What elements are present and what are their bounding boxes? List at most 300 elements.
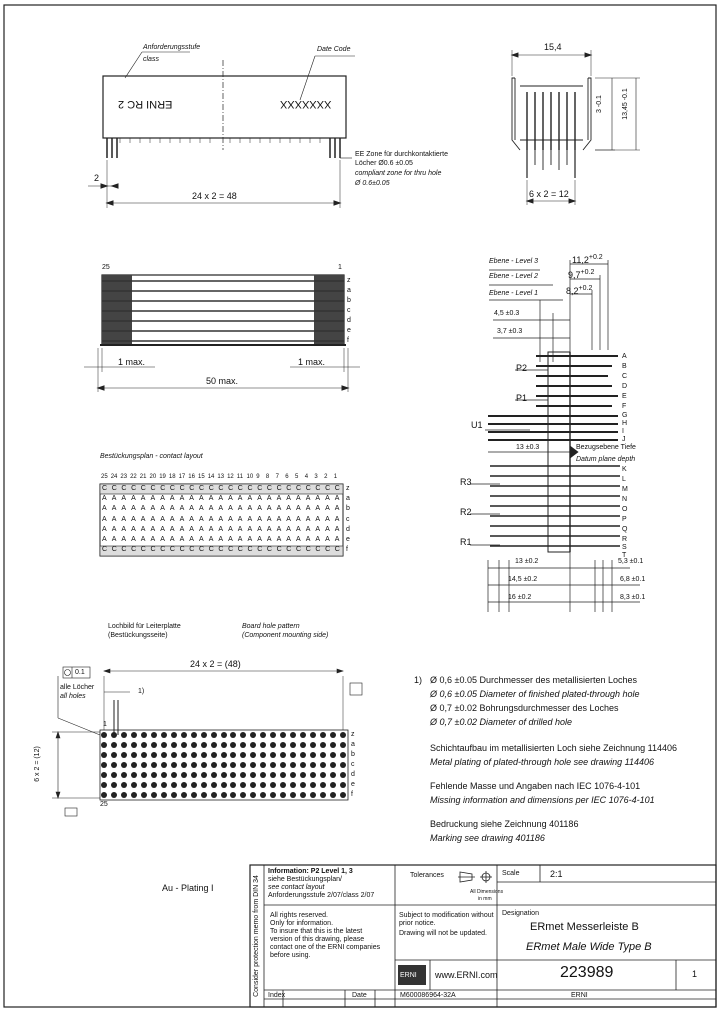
note-line: Ø 0,7 ±0.02 Bohrungsdurchmesser des Loches (430, 703, 619, 713)
contact-layout-cell: A (276, 525, 282, 533)
scale-label: Scale (502, 870, 520, 877)
hole-pin-25: 25 (100, 801, 108, 808)
contact-layout-cell: A (150, 495, 156, 503)
contact-layout-cell: A (102, 495, 107, 503)
level2-label: Ebene - Level 2 (489, 273, 539, 280)
contact-layout-cell: C (247, 485, 253, 492)
contact-layout-cell: C (111, 546, 117, 554)
contact-letter: M (622, 486, 628, 493)
contact-layout-cell: A (247, 495, 253, 503)
board-hole (111, 732, 117, 738)
contact-layout-cell: A (169, 515, 175, 523)
info-line: siehe Bestückungsplan/ (268, 876, 342, 883)
contact-letter: K (622, 466, 627, 473)
board-hole (211, 762, 217, 768)
board-hole (211, 782, 217, 788)
contact-layout-number: 8 (265, 474, 270, 480)
contact-layout-cell: A (247, 525, 253, 533)
contact-layout-cell: A (150, 505, 156, 513)
erni-logo: ERNI (400, 972, 417, 979)
contact-layout-cell: A (189, 495, 194, 503)
contact-layout-cell: A (237, 536, 243, 543)
missing-note-de: Fehlende Masse und Angaben nach IEC 1076-4-101 (430, 781, 641, 791)
board-hole (201, 772, 207, 778)
contact-letter: T (622, 552, 627, 559)
board-hole (151, 752, 157, 758)
contact-layout-cell: A (169, 505, 175, 513)
board-hole (221, 792, 227, 798)
name-en: ERmet Male Wide Type B (526, 941, 652, 953)
board-hole (171, 782, 177, 788)
scale-value: 2:1 (550, 869, 563, 879)
date-code-value: XXXXXXX (280, 98, 332, 110)
contact-layout-cell: A (334, 495, 340, 503)
board-hole (221, 782, 227, 788)
contact-layout-cell: A (169, 536, 175, 543)
level1-number: 8,2 (566, 286, 579, 296)
contact-layout-cell: C (121, 485, 127, 492)
subject-line: prior notice. (399, 920, 436, 927)
contact-layout-cell: A (296, 495, 301, 503)
contact-layout-cell: A (179, 515, 185, 523)
contact-layout-cell: A (305, 536, 311, 543)
contact-layout-number: 10 (246, 474, 254, 480)
contact-layout-cell: A (334, 536, 340, 543)
board-hole (121, 762, 127, 768)
board-hole (131, 732, 137, 738)
contact-layout-number: 13 (217, 474, 225, 480)
contact-layout-cell: A (286, 505, 291, 513)
board-hole (171, 792, 177, 798)
contact-layout-cell: A (334, 505, 340, 513)
level2-value (568, 269, 594, 280)
contact-letter: B (622, 363, 627, 370)
contact-layout-cell: C (315, 546, 321, 554)
contact-layout-cell: A (218, 495, 224, 503)
contact-layout-cell: A (286, 495, 291, 503)
contact-layout-cell: A (140, 495, 146, 503)
dim-14-5: 14,5 ±0.2 (508, 576, 538, 583)
date-label: Date (352, 992, 367, 999)
level1-tol: +0.2 (578, 285, 593, 292)
contact-layout-cell: A (160, 536, 165, 543)
hole-note-1: 1) (138, 688, 145, 695)
contact-layout-cell: C (160, 546, 166, 554)
contact-layout-cell: A (140, 515, 146, 523)
board-hole (221, 772, 227, 778)
contact-layout-cell: A (131, 536, 136, 543)
contact-layout-cell: A (140, 525, 146, 533)
contact-layout-cell: A (111, 505, 117, 513)
contact-layout-cell: A (208, 536, 214, 543)
contact-layout-cell: C (169, 485, 175, 492)
contact-layout-cell: A (296, 515, 301, 523)
contact-layout-number: 16 (188, 474, 195, 480)
contact-layout-cell: C (189, 546, 195, 554)
contact-layout-cell: C (102, 546, 108, 554)
contact-layout-cell: A (325, 525, 330, 533)
board-hole (151, 792, 157, 798)
overall-50max: 50 max. (206, 376, 239, 386)
board-hole (201, 782, 207, 788)
contact-layout-cell: C (199, 546, 205, 554)
contact-layout-number: 12 (227, 474, 234, 480)
hole-row-letter: d (351, 771, 355, 778)
dim-13-45: 13,45 -0.1 (621, 88, 629, 120)
contact-layout-cell: A (131, 505, 136, 513)
drawing-number: 223989 (560, 964, 614, 981)
board-hole (161, 752, 167, 758)
board-hole (211, 752, 217, 758)
contact-layout-cell: A (111, 525, 117, 533)
contact-letter: L (622, 476, 626, 483)
board-hole (221, 752, 227, 758)
contact-layout-cell: A (179, 505, 185, 513)
contact-letter: F (622, 403, 627, 410)
plating-label: Au - Plating I (162, 883, 214, 893)
contact-layout-cell: A (160, 505, 165, 513)
contact-layout-cell: A (218, 515, 224, 523)
contact-layout-cell: C (257, 485, 263, 492)
marking-note-de: Bedruckung siehe Zeichnung 401186 (430, 819, 579, 829)
contact-layout-cell: A (286, 515, 291, 523)
protection-note: Consider protection memo from DIN 34 (252, 875, 260, 997)
contact-layout-cell: C (208, 485, 214, 492)
contact-layout-cell: A (189, 536, 194, 543)
contact-layout-cell: A (140, 505, 146, 513)
contact-layout-cell: A (218, 525, 224, 533)
contact-layout-cell: A (199, 495, 204, 503)
board-hole (141, 772, 147, 778)
contact-layout-cell: A (257, 495, 262, 503)
contact-layout-cell: A (257, 536, 262, 543)
info-line: Anforderungsstufe 2/07/class 2/07 (268, 892, 375, 899)
contact-layout-number: 18 (168, 474, 176, 480)
board-hole (101, 762, 107, 768)
board-hole (211, 732, 217, 738)
board-hole (171, 752, 177, 758)
contact-layout-cell: A (199, 536, 204, 543)
contact-layout-cell: C (266, 485, 272, 492)
hole-pattern-sub-en: (Component mounting side) (242, 632, 329, 639)
contact-layout-cell: C (247, 546, 253, 554)
contact-layout-cell: A (276, 536, 282, 543)
anforderungsstufe-label: Anforderungsstufe (143, 44, 201, 51)
contact-letter: N (622, 496, 628, 503)
contact-layout-cell: C (286, 485, 292, 492)
board-hole (131, 742, 137, 748)
front-row-letter: d (347, 317, 351, 324)
board-hole (161, 772, 167, 778)
r1-label: R1 (460, 537, 472, 547)
board-hole (111, 782, 117, 788)
rights-line: contact one of the ERNI companies (270, 944, 381, 951)
contact-layout-cell: C (169, 546, 175, 554)
contact-layout-number: 25 (101, 474, 108, 480)
level3-tol: +0.2 (588, 254, 603, 261)
tolerances-label: Tolerances (410, 872, 444, 879)
contact-layout-number: 4 (304, 474, 309, 480)
contact-layout-cell: A (315, 495, 321, 503)
hole-pattern-title-en: Board hole pattern (242, 623, 300, 630)
contact-layout-cell: A (150, 536, 156, 543)
board-hole (201, 732, 207, 738)
board-hole (181, 752, 187, 758)
board-hole (181, 762, 187, 768)
contact-layout-cell: A (189, 505, 194, 513)
contact-layout-cell: C (150, 485, 156, 492)
all-dimensions: All Dimensions (470, 889, 504, 895)
contact-layout-cell: A (121, 495, 127, 503)
contact-layout-cell: A (199, 505, 204, 513)
hole-row-letter: a (351, 741, 355, 748)
contact-layout-row-letter: c (346, 515, 350, 523)
note-line: Ø 0,6 ±0.05 Durchmesser des metallisierten Loches (430, 675, 638, 685)
contact-layout-cell: A (179, 495, 185, 503)
ee-zone-line: Löcher Ø0.6 ±0.05 (355, 160, 413, 167)
p1-label: P1 (516, 393, 528, 403)
width-dim: 15,4 (544, 42, 562, 52)
board-hole (191, 732, 197, 738)
board-hole (340, 772, 346, 778)
contact-layout-number: 21 (139, 474, 147, 480)
contact-layout-cell: A (228, 505, 233, 513)
u1-label: U1 (471, 420, 483, 430)
dim-3-7: 3,7 ±0.3 (497, 328, 523, 335)
designation-label: Designation (502, 910, 539, 917)
contact-layout-cell: A (305, 505, 311, 513)
top-view (88, 52, 355, 208)
subject-line: Drawing will not be updated. (399, 930, 487, 937)
dim-2: 2 (94, 173, 100, 183)
board-hole (151, 762, 157, 768)
contact-layout-cell: C (208, 546, 214, 554)
ee-zone-line: Ø 0.6±0.05 (355, 180, 390, 187)
subject-line: Subject to modification without (399, 912, 494, 919)
contact-layout-cell: C (179, 485, 185, 492)
hole-row-letter: b (351, 751, 355, 758)
contact-layout-cell: A (218, 536, 224, 543)
dim-13-a: 13 ±0.3 (516, 444, 540, 451)
board-hole (111, 742, 117, 748)
board-hole (161, 732, 167, 738)
contact-layout-cell: A (325, 505, 330, 513)
contact-layout-cell: A (169, 525, 175, 533)
board-hole (101, 782, 107, 788)
board-hole (330, 742, 336, 748)
dim-3: 3 -0.1 (595, 95, 603, 113)
hole-row-letter: z (351, 731, 355, 738)
contact-layout-number: 7 (275, 474, 279, 480)
contact-layout-cell: A (305, 495, 311, 503)
info-line: see contact layout (268, 884, 325, 891)
hole-row-letter: f (351, 791, 353, 798)
bezug-de: Bezugsebene Tiefe (576, 444, 636, 451)
contact-letter: R (622, 536, 628, 543)
contact-layout-cell: C (179, 546, 185, 554)
contact-layout-number: 9 (256, 474, 260, 480)
contact-layout-cell: A (111, 536, 117, 543)
rights-line: Only for information. (270, 920, 334, 927)
contact-letter: P (622, 516, 627, 523)
contact-layout-row-letter: d (346, 525, 350, 533)
contact-layout-cell: A (315, 525, 321, 533)
board-hole (330, 772, 336, 778)
board-hole (101, 752, 107, 758)
contact-layout-cell: A (160, 495, 165, 503)
contact-layout-cell: A (121, 505, 127, 513)
contact-letter: I (622, 428, 624, 435)
level2-tol: +0.2 (580, 269, 595, 276)
contact-layout-cell: A (266, 536, 272, 543)
board-hole (121, 782, 127, 788)
right-1max: 1 max. (298, 357, 326, 367)
contact-layout-cell: C (140, 485, 146, 492)
contact-layout-number: 11 (236, 474, 244, 480)
hole-pattern-sub-de: (Bestückungsseite) (108, 632, 168, 639)
hole-pitch: 24 x 2 = (48) (190, 659, 241, 669)
board-hole (101, 742, 107, 748)
board-hole (141, 782, 147, 788)
board-hole (340, 782, 346, 788)
contact-layout-cell: A (199, 515, 204, 523)
rights-line: version of this drawing, please (270, 936, 365, 943)
contact-layout-cell: A (228, 536, 233, 543)
contact-layout-cell: A (315, 505, 321, 513)
all-holes-de: alle Löcher (60, 684, 95, 691)
contact-layout-cell: C (325, 485, 331, 492)
bezug-en: Datum plane depth (576, 456, 636, 463)
board-hole (121, 742, 127, 748)
board-hole (171, 732, 177, 738)
r2-label: R2 (460, 507, 472, 517)
contact-layout-cell: A (189, 525, 194, 533)
board-hole (191, 782, 197, 788)
info-line: Information: P2 Level 1, 3 (268, 868, 353, 875)
contact-layout-number: 23 (120, 474, 128, 480)
contact-layout-cell: A (208, 515, 214, 523)
board-hole (151, 772, 157, 778)
class-label: class (143, 56, 159, 63)
part-marking: ERNI RC 2 (118, 98, 173, 110)
contact-letter: O (622, 506, 628, 513)
name-de: ERmet Messerleiste B (530, 921, 639, 933)
contact-layout-cell: C (189, 485, 195, 492)
contact-layout-cell: C (286, 546, 292, 554)
contact-layout-cell: A (102, 505, 107, 513)
contact-layout-cell: A (276, 495, 282, 503)
board-hole (340, 742, 346, 748)
contact-layout-cell: A (208, 495, 214, 503)
contact-letter: G (622, 412, 628, 419)
dim-4-5: 4,5 ±0.3 (494, 310, 520, 317)
contact-layout-cell: A (286, 536, 291, 543)
front-row-letter: e (347, 327, 351, 334)
side-view (512, 50, 640, 205)
contact-layout-cell: A (325, 515, 330, 523)
contact-layout-cell: C (325, 546, 331, 554)
contact-layout-cell: A (102, 525, 107, 533)
contact-layout-row-letter: b (346, 505, 350, 513)
contact-layout-cell: A (218, 505, 224, 513)
front-row-letter: b (347, 297, 351, 304)
contact-layout-cell: A (305, 525, 311, 533)
board-hole (131, 792, 137, 798)
contact-layout-number: 22 (130, 474, 137, 480)
contact-layout-number: 14 (207, 474, 215, 480)
contact-layout-cell: A (334, 515, 340, 523)
contact-layout-title: Bestückungsplan - contact layout (100, 453, 203, 460)
contact-layout-cell: A (169, 495, 175, 503)
board-hole (181, 742, 187, 748)
board-hole (171, 762, 177, 768)
contact-layout-cell: A (121, 515, 127, 523)
contact-layout-number: 2 (324, 474, 328, 480)
contact-layout-cell: A (121, 536, 127, 543)
contact-layout-number: 15 (198, 474, 205, 480)
contact-layout-row-letter: z (346, 485, 350, 492)
board-hole (131, 752, 137, 758)
board-hole (161, 792, 167, 798)
missing-note-en: Missing information and dimensions per IEC 1076-4-101 (430, 795, 655, 805)
level1-value (566, 285, 592, 296)
board-hole (340, 752, 346, 758)
front-row-letter: z (347, 277, 351, 284)
contact-letter: J (622, 436, 626, 443)
level1-label: Ebene - Level 1 (489, 290, 539, 297)
contact-layout-cell: A (237, 525, 243, 533)
contact-layout-cell: C (228, 485, 234, 492)
board-hole (330, 752, 336, 758)
contact-layout-cell: A (266, 515, 272, 523)
dim-6-8: 6,8 ±0.1 (620, 576, 646, 583)
contact-layout-cell: A (111, 515, 117, 523)
contact-layout-cell: A (325, 536, 330, 543)
board-hole (201, 762, 207, 768)
contact-layout-cell: C (237, 485, 243, 492)
dim-5-3: 5,3 ±0.1 (618, 558, 644, 565)
contact-layout-cell: A (276, 505, 282, 513)
board-hole (221, 742, 227, 748)
board-hole (151, 732, 157, 738)
board-hole (181, 782, 187, 788)
board-hole (191, 752, 197, 758)
plating-note-en: Metal plating of plated-through hole see drawing 114406 (430, 757, 654, 767)
contact-layout-cell: A (257, 515, 262, 523)
board-hole (101, 792, 107, 798)
index-label: Index (268, 992, 286, 999)
dim-8-3: 8,3 ±0.1 (620, 594, 646, 601)
contact-layout-cell: C (296, 485, 302, 492)
board-hole (111, 762, 117, 768)
p2-label: P2 (516, 363, 528, 373)
board-hole (340, 762, 346, 768)
contact-layout-cell: A (199, 525, 204, 533)
contact-layout-cell: A (286, 525, 291, 533)
contact-layout-cell: A (131, 515, 136, 523)
level3-number: 11,2 (572, 255, 589, 265)
contact-layout-cell: C (150, 546, 156, 554)
front-row-letter: a (347, 287, 351, 294)
contact-layout-number: 3 (314, 474, 318, 480)
contact-layout-cell: C (131, 546, 137, 554)
contact-layout-number: 6 (285, 474, 289, 480)
ee-zone-line: compliant zone for thru hole (355, 170, 442, 177)
company: ERNI (571, 992, 588, 999)
board-hole (141, 762, 147, 768)
board-hole (121, 792, 127, 798)
sheet-number: 1 (692, 969, 698, 979)
